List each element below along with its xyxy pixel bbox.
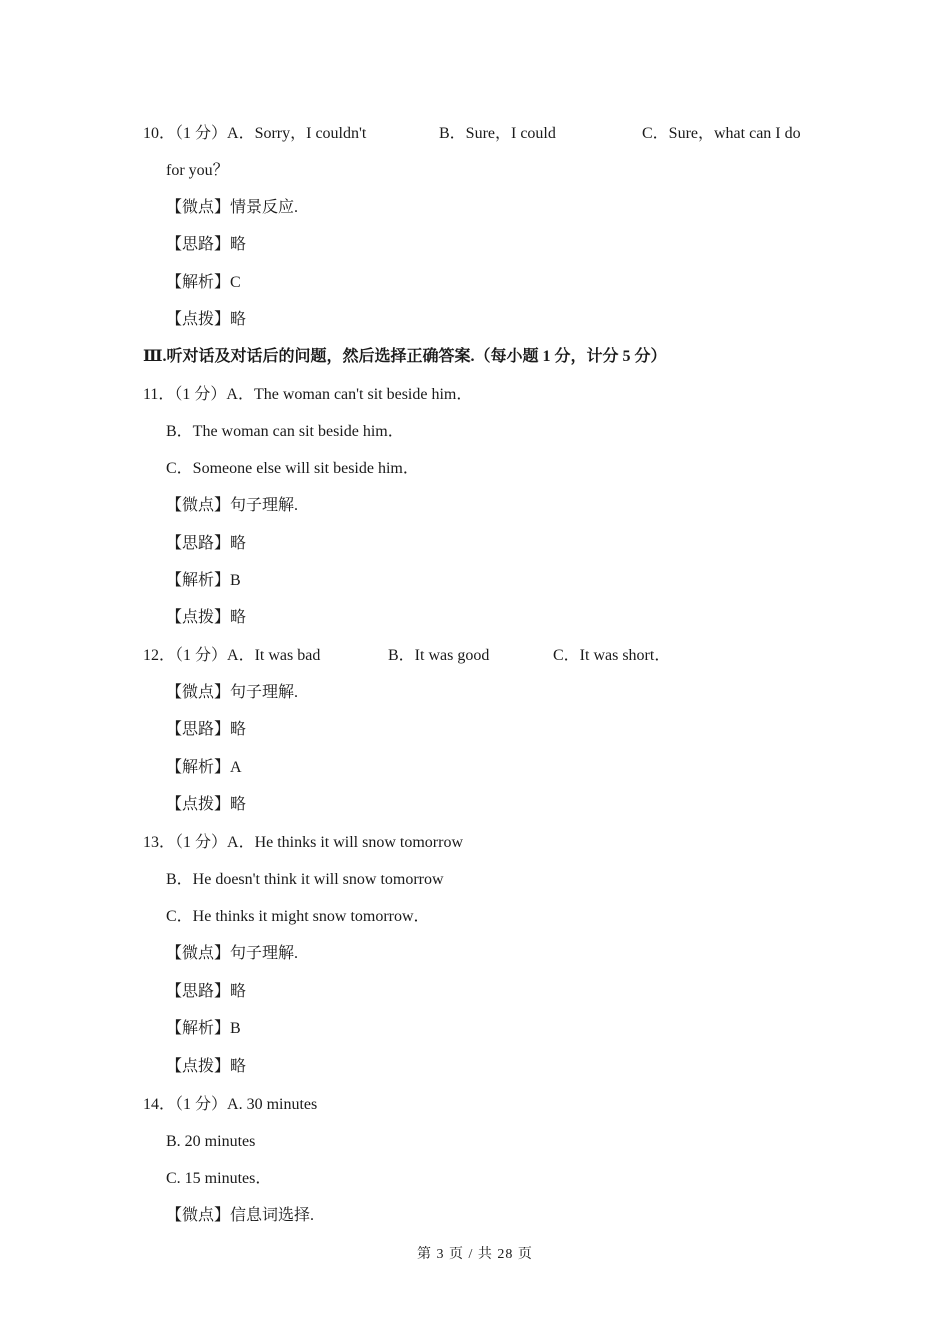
question-12-number: 12．（1 分） bbox=[143, 647, 228, 664]
question-14-weidian: 【微点】信息词选择. bbox=[166, 1207, 315, 1224]
section-3-heading: Ⅲ.听对话及对话后的问题，然后选择正确答案.（每小题 1 分，计分 5 分） bbox=[143, 348, 667, 365]
question-12-jiexi: 【解析】A bbox=[166, 759, 242, 776]
question-11-silu: 【思路】略 bbox=[166, 535, 247, 552]
question-10-jiexi: 【解析】C bbox=[166, 274, 241, 291]
question-12-option-a: A．It was bad bbox=[227, 647, 321, 664]
question-12-option-b: B．It was good bbox=[388, 647, 490, 664]
question-11-dianbo: 【点拨】略 bbox=[166, 609, 247, 626]
question-12-dianbo: 【点拨】略 bbox=[166, 796, 247, 813]
question-11-option-b: B．The woman can sit beside him． bbox=[166, 423, 404, 440]
question-11-jiexi: 【解析】B bbox=[166, 572, 241, 589]
question-11-option-a: A．The woman can't sit beside him． bbox=[226, 386, 473, 403]
question-14-option-b: B. 20 minutes bbox=[166, 1133, 256, 1150]
question-10-dianbo: 【点拨】略 bbox=[166, 311, 247, 328]
question-13-option-c: C．He thinks it might snow tomorrow． bbox=[166, 908, 430, 925]
question-13-option-b: B．He doesn't think it will snow tomorrow bbox=[166, 871, 444, 888]
question-13-weidian: 【微点】句子理解. bbox=[166, 945, 299, 962]
question-11-option-c: C．Someone else will sit beside him． bbox=[166, 460, 419, 477]
question-10-option-a: A．Sorry，I couldn't bbox=[227, 125, 367, 142]
question-10-option-c-continued: for you？ bbox=[166, 162, 229, 179]
question-13-option-a: A．He thinks it will snow tomorrow bbox=[227, 834, 464, 851]
question-10-option-b: B．Sure，I could bbox=[439, 125, 556, 142]
question-13 bbox=[143, 833, 463, 853]
question-12-silu: 【思路】略 bbox=[166, 721, 247, 738]
page-footer: 第 3 页 / 共 28 页 bbox=[417, 1247, 533, 1262]
question-10-silu: 【思路】略 bbox=[166, 236, 247, 253]
question-14 bbox=[143, 1095, 317, 1115]
question-11 bbox=[143, 385, 472, 405]
question-10-option-c: C．Sure，what can I do bbox=[642, 125, 801, 142]
question-12-weidian: 【微点】句子理解. bbox=[166, 684, 299, 701]
question-13-silu: 【思路】略 bbox=[166, 983, 247, 1000]
question-10-number: 10．（1 分） bbox=[143, 125, 228, 142]
question-11-number: 11．（1 分） bbox=[143, 386, 227, 403]
question-10 bbox=[143, 124, 366, 144]
question-13-dianbo: 【点拨】略 bbox=[166, 1058, 247, 1075]
question-13-number: 13．（1 分） bbox=[143, 834, 228, 851]
question-12-option-c: C．It was short． bbox=[553, 647, 671, 664]
question-10-weidian: 【微点】情景反应. bbox=[166, 199, 299, 216]
question-12 bbox=[143, 646, 320, 666]
question-11-weidian: 【微点】句子理解. bbox=[166, 497, 299, 514]
question-14-option-a: A. 30 minutes bbox=[227, 1096, 318, 1113]
question-14-number: 14．（1 分） bbox=[143, 1096, 228, 1113]
question-14-option-c: C. 15 minutes． bbox=[166, 1170, 272, 1187]
question-13-jiexi: 【解析】B bbox=[166, 1020, 241, 1037]
